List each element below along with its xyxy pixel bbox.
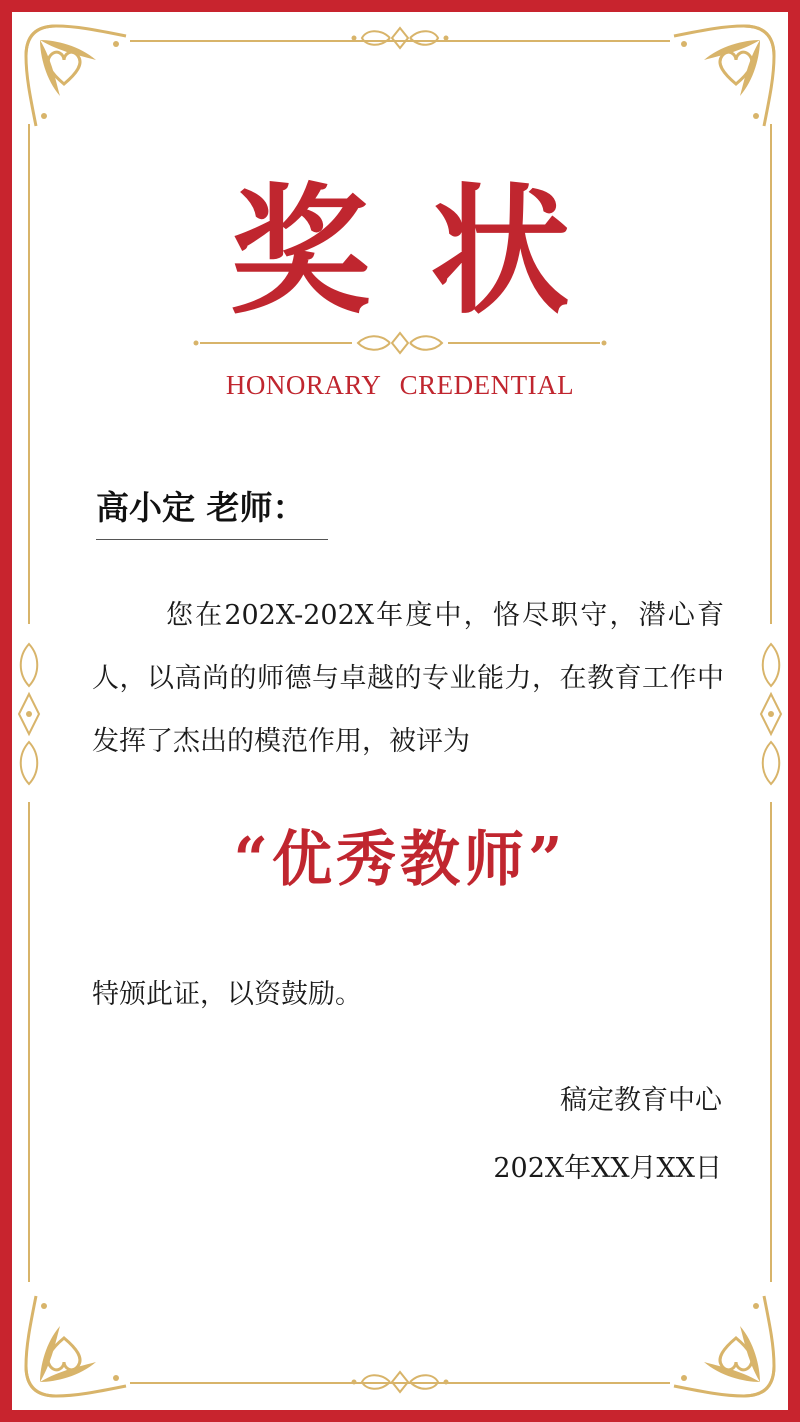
corner-ornament-icon-bottom-right: [664, 1286, 784, 1406]
corner-ornament-icon-top-left: [16, 16, 136, 136]
right-side-ornament-icon: [756, 634, 786, 794]
corner-ornament-icon-bottom-left: [16, 1286, 136, 1406]
certificate-subtitle: HONORARY CREDENTIAL: [225, 370, 575, 400]
award-title: “优秀教师”: [233, 825, 567, 895]
top-center-ornament-icon: [350, 24, 450, 54]
corner-ornament-icon-top-right: [664, 16, 784, 136]
certificate-title: 奖状: [229, 170, 630, 334]
recipient-name: 高小定 老师：: [96, 488, 306, 527]
recipient-underline: [96, 539, 328, 540]
left-side-ornament-icon: [14, 634, 44, 794]
bottom-center-ornament-icon: [350, 1368, 450, 1398]
closing-text: 特颁此证，以资鼓励。: [92, 979, 362, 1010]
issuer-name: 稿定教育中心: [560, 1085, 722, 1116]
gold-divider-icon: [192, 328, 608, 358]
certificate-body: 您在202X-202X年度中，恪尽职守，潜心育人，以高尚的师德与卓越的专业能力，在教育工作中发挥了杰出的模范作用，被评为: [92, 600, 724, 757]
issue-date: 202X年XX月XX日: [493, 1153, 722, 1184]
